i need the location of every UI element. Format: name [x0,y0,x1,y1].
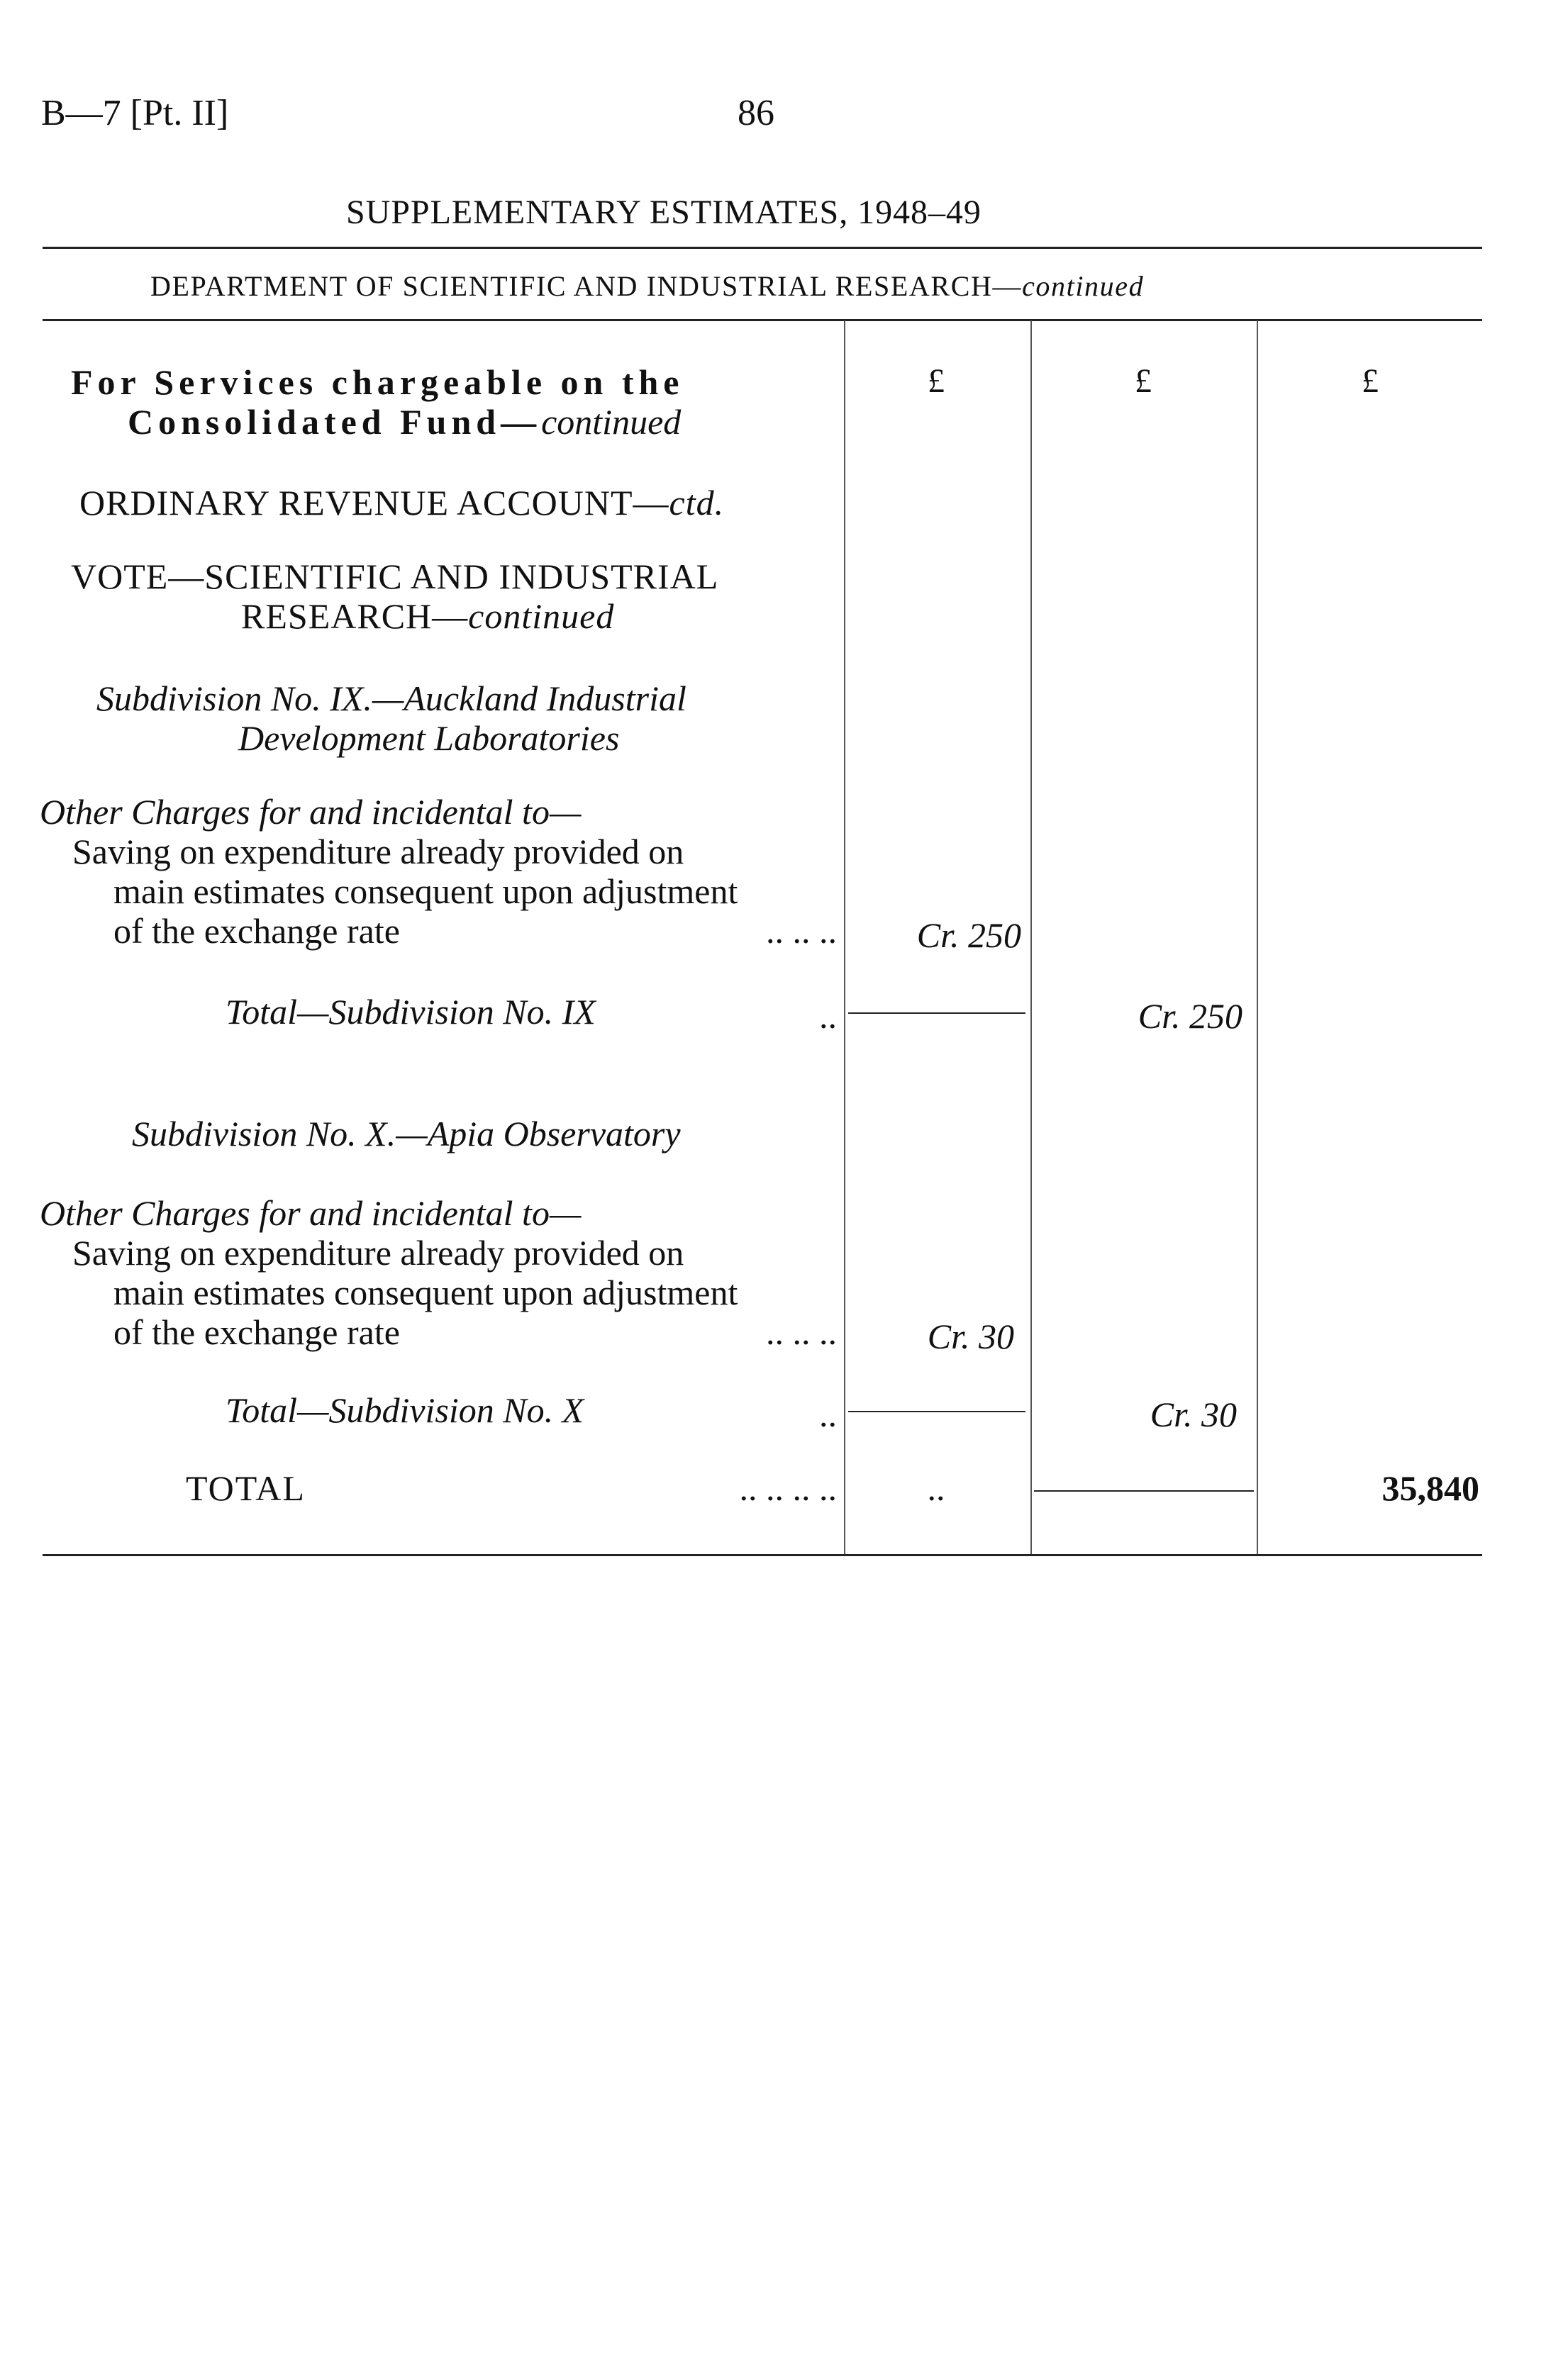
grand-total-amount: 35,840 [1381,1468,1479,1508]
title-rule [43,247,1482,249]
total-subdivision-10-label: Total—Subdivision No. X [226,1390,584,1430]
leader-dots: .. [927,1468,945,1508]
page-number: 86 [738,93,774,133]
saving-line2: main estimates consequent upon adjustment [113,1273,738,1312]
page-title: SUPPLEMENTARY ESTIMATES, 1948–49 [346,194,982,231]
column-separator [1257,320,1258,1554]
total-rule [1034,1490,1254,1492]
other-charges-heading: Other Charges for and incidental to— [40,792,582,832]
saving-amount: Cr. 30 [927,1317,1014,1356]
column-head-pounds: £ [928,362,945,400]
bottom-rule [43,1554,1482,1556]
saving-line3: of the exchange rate [113,911,400,951]
department-heading: DEPARTMENT OF SCIENTIFIC AND INDUSTRIAL RESEARCH—continued [150,270,1145,302]
leader-dots: .. .. .. [766,911,837,951]
leader-dots: .. [819,996,837,1036]
other-charges-heading: Other Charges for and incidental to— [40,1193,582,1233]
subtotal-rule [848,1411,1025,1412]
column-head-pounds: £ [1362,362,1379,400]
grand-total-label: TOTAL [186,1468,306,1508]
document-reference: B—7 [Pt. II] [41,93,229,133]
saving-amount: Cr. 250 [916,915,1021,955]
ordinary-revenue-account: ORDINARY REVENUE ACCOUNT—ctd. [79,483,725,523]
leader-dots: .. [819,1395,837,1434]
saving-line3: of the exchange rate [113,1312,400,1352]
column-separator [844,320,845,1554]
services-heading-line1: For Services chargeable on the [71,362,684,402]
total-subdivision-10-amount: Cr. 30 [1150,1395,1237,1434]
subdivision-10-heading: Subdivision No. X.—Apia Observatory [132,1114,681,1153]
department-rule [43,319,1482,321]
vote-heading-line2: RESEARCH—continued [241,596,615,636]
column-head-pounds: £ [1135,362,1152,400]
saving-line1: Saving on expenditure already provided on [72,1233,684,1273]
saving-line2: main estimates consequent upon adjustment [113,871,738,911]
leader-dots: .. .. .. .. [739,1468,837,1508]
subtotal-rule [848,1012,1025,1014]
total-subdivision-9-amount: Cr. 250 [1138,996,1242,1036]
leader-dots: .. .. .. [766,1312,837,1352]
services-heading-line2: Consolidated Fund—continued [128,402,682,442]
subdivision-9-heading-line1: Subdivision No. IX.—Auckland Industrial [96,678,686,718]
vote-heading-line1: VOTE—SCIENTIFIC AND INDUSTRIAL [71,557,719,596]
subdivision-9-heading-line2: Development Laboratories [238,718,620,758]
column-separator [1030,320,1032,1554]
total-subdivision-9-label: Total—Subdivision No. IX [226,992,596,1032]
saving-line1: Saving on expenditure already provided on [72,832,684,871]
